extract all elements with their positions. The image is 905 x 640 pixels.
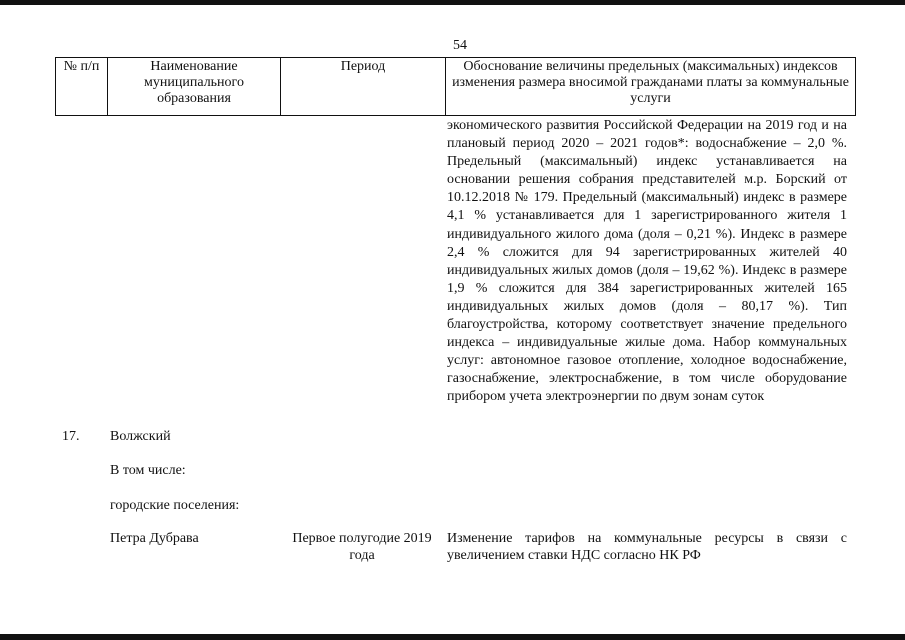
urban-settlements-label: городские поселения: bbox=[110, 498, 240, 513]
row-number: 17. bbox=[62, 429, 80, 444]
header-period: Период bbox=[281, 58, 446, 116]
settlement-name: Петра Дубрава bbox=[110, 531, 199, 546]
top-scan-border bbox=[0, 0, 905, 5]
period-value: Первое полугодие 2019 года bbox=[292, 531, 432, 563]
continued-justification-text: экономического развития Российской Федерации на 2019 год и на плановый период 2020 – 2021 годов*: водоснабжение – 2,0 %. Предельный (максимальный) индекс устанавливается на основании решения собрания представителей м.р. Борский от 10.12.2018 № 179. Предельный (максимальный) индекс в размере 4,1 % устанавливается для 1 зарегистрированного жителя 1 индивидуального жилого дома (доля – 0,21 %). Индекс в размере 2,4 % сложится для 94 зарегистрированных жителей 40 индивидуальных жилых домов (доля – 19,62 %). Индекс в размере 1,9 % сложится для 384 зарегистрированных жителей 165 индивидуальных жилых домов (доля – 80,17 %). Тип благоустройства, которому соответствует значение предельного индекса – индивидуальные жилые дома. Набор коммунальных услуг: автономное газовое отопление, холодное водоснабжение, газоснабжение, электроснабжение, в том числе оборудование прибором учета электроэнергии по двум зонам суток bbox=[447, 118, 847, 405]
header-number: № п/п bbox=[56, 58, 108, 116]
municipality-name: Волжский bbox=[110, 429, 171, 444]
justification-text: Изменение тарифов на коммунальные ресурсы в связи с увеличением ставки НДС согласно НК РФ bbox=[447, 531, 847, 563]
bottom-scan-border bbox=[0, 634, 905, 640]
header-justification: Обоснование величины предельных (максимальных) индексов изменения размера вносимой гражданами платы за коммунальные услуги bbox=[446, 58, 856, 116]
including-label: В том числе: bbox=[110, 463, 186, 478]
page-number: 54 bbox=[453, 38, 467, 53]
header-municipality: Наименование муниципального образования bbox=[108, 58, 281, 116]
table-header bbox=[55, 57, 856, 116]
